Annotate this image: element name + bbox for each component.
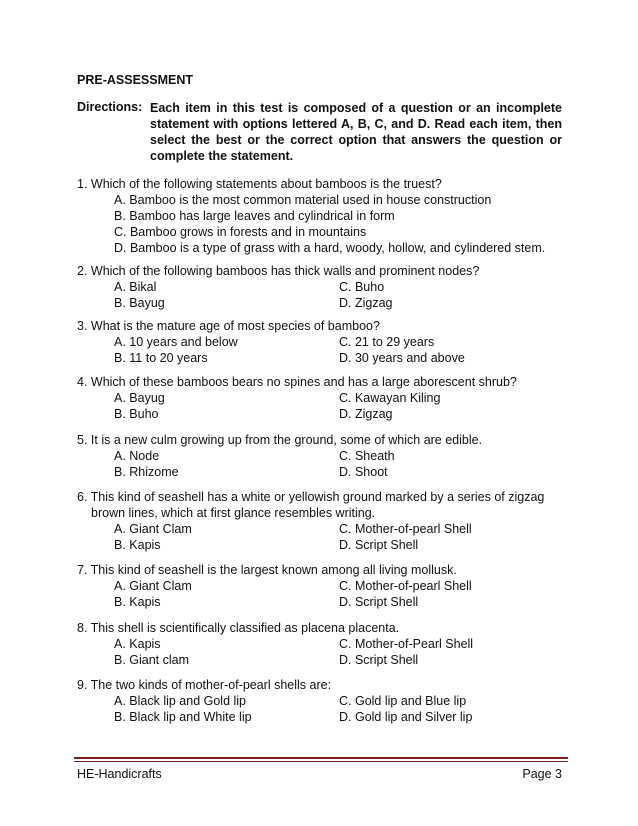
option-b: B. Kapis: [114, 538, 161, 552]
option-c: C. Gold lip and Blue lip: [339, 694, 467, 708]
option-d: D. 30 years and above: [339, 351, 465, 365]
question-8: [77, 620, 567, 668]
option-c: C. Kawayan Kiling: [339, 391, 441, 405]
question-9: [77, 677, 567, 725]
option-a: A. Bayug: [114, 391, 165, 405]
option-a: A. Bikal: [114, 280, 157, 294]
page-title: PRE-ASSESSMENT: [77, 73, 193, 87]
question-stem: 3. What is the mature age of most species of bamboo?: [77, 319, 380, 333]
option-d: D. Bamboo is a type of grass with a hard, woody, hollow, and cylindered stem.: [114, 241, 546, 255]
question-5: [77, 432, 567, 480]
option-c: C. 21 to 29 years: [339, 335, 435, 349]
option-c: C. Bamboo grows in forests and in mountains: [114, 225, 367, 239]
question-stem-continuation: brown lines, which at first glance resembles writing.: [91, 506, 376, 520]
question-stem: 8. This shell is scientifically classified as placena placenta.: [77, 621, 400, 635]
directions-label: Directions:: [77, 100, 143, 114]
option-d: D. Zigzag: [339, 296, 393, 310]
option-d: D. Zigzag: [339, 407, 393, 421]
question-3: [77, 318, 567, 366]
option-d: D. Script Shell: [339, 538, 419, 552]
option-a: A. Bamboo is the most common material used in house construction: [114, 193, 492, 207]
option-b: B. 11 to 20 years: [114, 351, 208, 365]
question-stem: 4. Which of these bamboos bears no spines and has a large aborescent shrub?: [77, 375, 517, 389]
option-c: C. Mother-of-pearl Shell: [339, 579, 472, 593]
option-b: B. Black lip and White lip: [114, 710, 252, 724]
footer-course-label: HE-Handicrafts: [77, 767, 162, 781]
question-2: [77, 263, 567, 311]
option-b: B. Kapis: [114, 595, 161, 609]
question-stem: 6. This kind of seashell has a white or yellowish ground marked by a series of zigzag: [77, 490, 545, 504]
question-stem: 9. The two kinds of mother-of-pearl shells are:: [77, 678, 332, 692]
question-stem: 7. This kind of seashell is the largest known among all living mollusk.: [77, 563, 457, 577]
option-b: B. Rhizome: [114, 465, 179, 479]
option-b: B. Bayug: [114, 296, 165, 310]
question-7: [77, 562, 567, 610]
question-stem: 1. Which of the following statements about bamboos is the truest?: [77, 177, 442, 191]
option-d: D. Shoot: [339, 465, 388, 479]
option-b: B. Bamboo has large leaves and cylindrical in form: [114, 209, 395, 223]
option-d: D. Gold lip and Silver lip: [339, 710, 473, 724]
option-b: B. Giant clam: [114, 653, 190, 667]
option-d: D. Script Shell: [339, 595, 419, 609]
question-6: [77, 489, 567, 553]
option-c: C. Sheath: [339, 449, 395, 463]
option-d: D. Script Shell: [339, 653, 419, 667]
option-a: A. Black lip and Gold lip: [114, 694, 247, 708]
option-c: C. Mother-of-pearl Shell: [339, 522, 472, 536]
option-c: C. Mother-of-Pearl Shell: [339, 637, 474, 651]
option-a: A. Giant Clam: [114, 579, 192, 593]
question-stem: 2. Which of the following bamboos has thick walls and prominent nodes?: [77, 264, 480, 278]
option-a: A. 10 years and below: [114, 335, 238, 349]
option-b: B. Buho: [114, 407, 159, 421]
option-a: A. Giant Clam: [114, 522, 192, 536]
footer-page-number: Page 3: [522, 767, 562, 781]
question-stem: 5. It is a new culm growing up from the ground, some of which are edible.: [77, 433, 483, 447]
option-c: C. Buho: [339, 280, 385, 294]
option-a: A. Node: [114, 449, 160, 463]
option-a: A. Kapis: [114, 637, 161, 651]
question-4: [77, 374, 567, 422]
directions-text: Each item in this test is composed of a question or an incomplete statement with options lettered A, B, C, and D. Read each item, then select the best or the correct option that answers the question or complete the statement.: [150, 101, 562, 163]
question-1: [77, 176, 567, 256]
footer-divider: [74, 757, 568, 762]
